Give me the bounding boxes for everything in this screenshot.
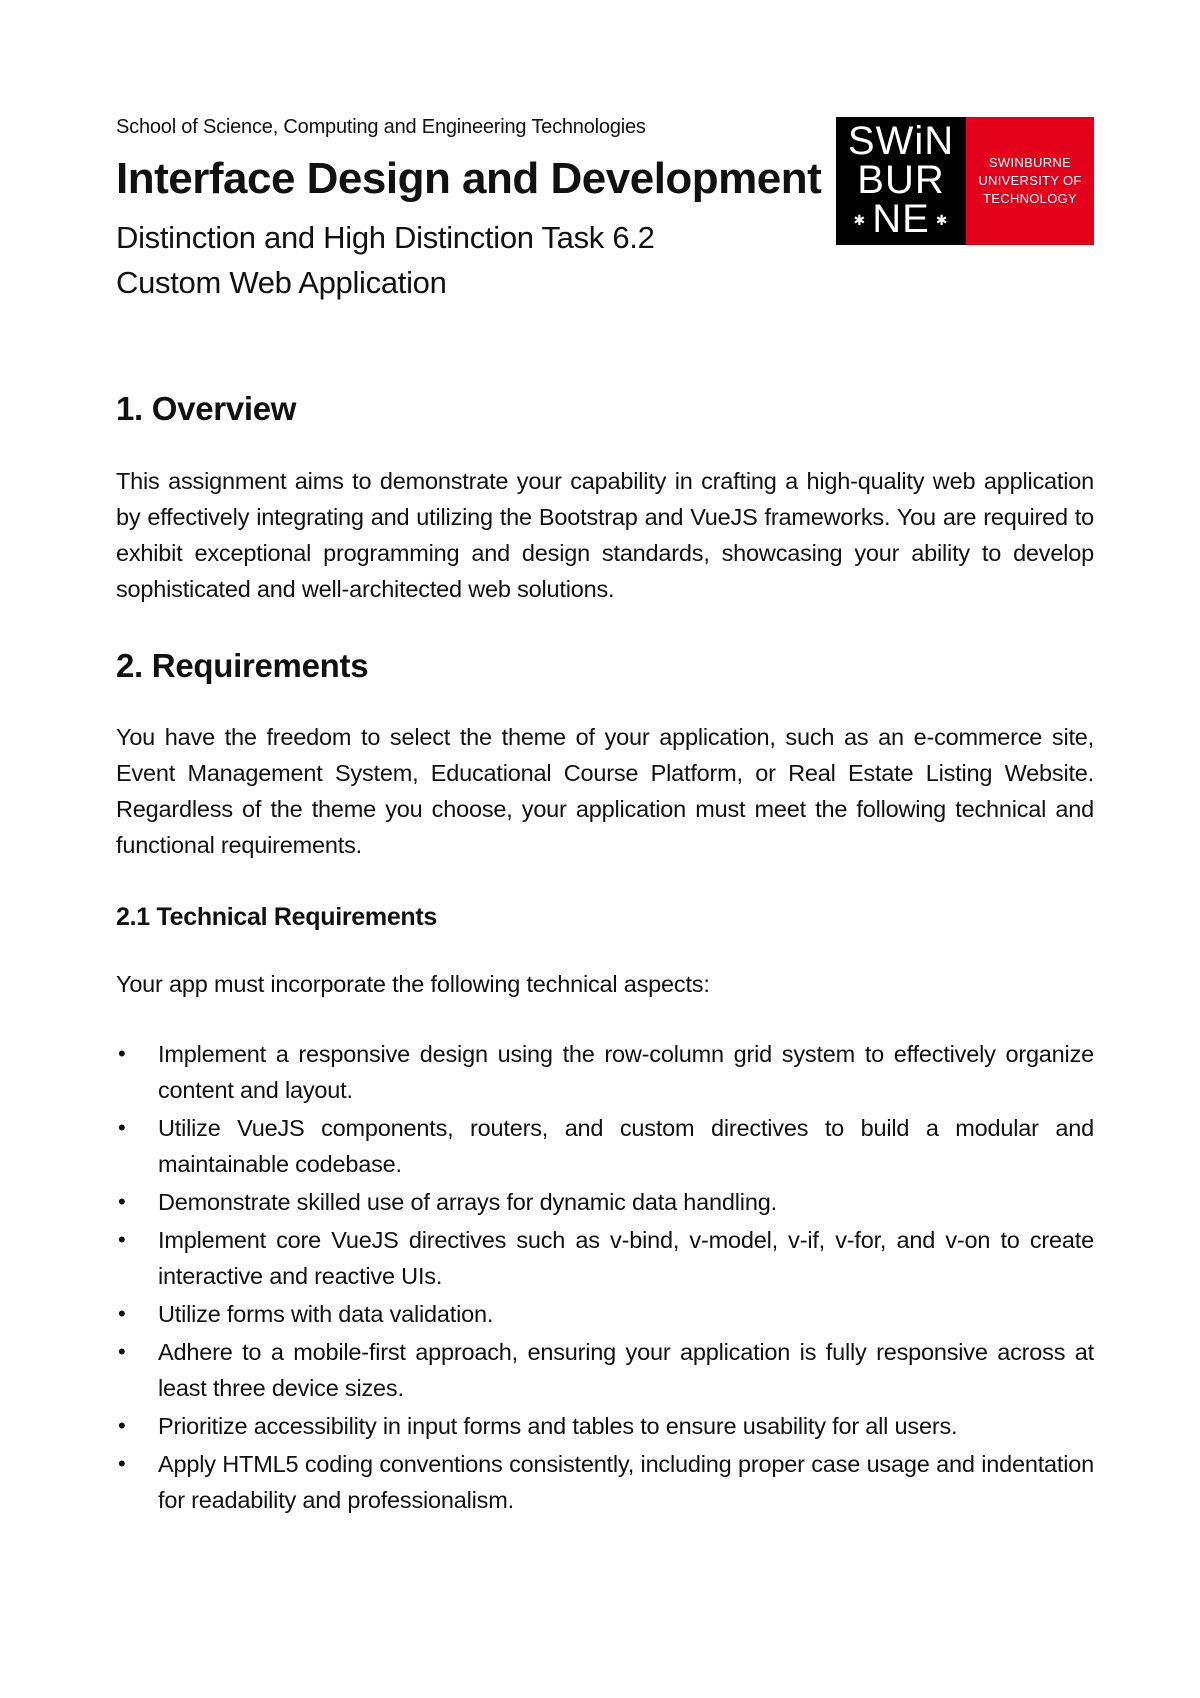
list-item bbox=[116, 1110, 1094, 1182]
list-item-text: Demonstrate skilled use of arrays for dynamic data handling. bbox=[158, 1189, 777, 1216]
technical-requirements-list bbox=[116, 1036, 1094, 1518]
list-item-text: Prioritize accessibility in input forms and tables to ensure usability for all users. bbox=[158, 1413, 958, 1440]
requirements-text: You have the freedom to select the theme of your application, such as an e-commerce site, Event Management System, Educational Course Platform, or Real Estate Listing Website. Regardless of the theme you choose, your application must meet the following technical and functional requirements. bbox=[116, 724, 1094, 859]
list-item-text: Adhere to a mobile-first approach, ensuring your application is fully responsive across at least three device sizes. bbox=[158, 1339, 1094, 1402]
list-item bbox=[116, 1408, 1094, 1444]
bullet-icon: • bbox=[118, 1227, 126, 1253]
list-item bbox=[116, 1334, 1094, 1406]
list-item bbox=[116, 1296, 1094, 1332]
bullet-icon: • bbox=[118, 1301, 126, 1327]
bullet-icon: • bbox=[118, 1451, 126, 1477]
task-title-block bbox=[116, 215, 1094, 305]
course-title: Interface Design and Development bbox=[116, 154, 822, 203]
requirements-heading: 2. Requirements bbox=[116, 647, 369, 685]
list-item-text: Apply HTML5 coding conventions consistently, including proper case usage and indentation for readability and professionalism. bbox=[158, 1451, 1094, 1514]
list-item bbox=[116, 1184, 1094, 1220]
logo-wordmark-line1: SWiN bbox=[847, 118, 955, 163]
task-title-line2: Custom Web Application bbox=[116, 265, 447, 301]
bullet-icon: • bbox=[118, 1115, 126, 1141]
list-item bbox=[116, 1036, 1094, 1108]
list-item-text: Implement core VueJS directives such as v-bind, v-model, v-if, v-for, and v-on to create interactive and reactive UIs. bbox=[158, 1227, 1094, 1290]
list-item-text: Utilize forms with data validation. bbox=[158, 1301, 494, 1328]
list-item-text: Utilize VueJS components, routers, and custom directives to build a modular and maintainable codebase. bbox=[158, 1115, 1094, 1178]
overview-text: This assignment aims to demonstrate your capability in crafting a high-quality web application by effectively integrating and utilizing the Bootstrap and VueJS frameworks. You are required to exhibit exceptional programming and design standards, showcasing your ability to develop sophisticated and well-architected web solutions. bbox=[116, 468, 1094, 603]
list-item bbox=[116, 1446, 1094, 1518]
bullet-icon: • bbox=[118, 1189, 126, 1215]
task-title-line1: Distinction and High Distinction Task 6.2 bbox=[116, 220, 655, 256]
list-item bbox=[116, 1222, 1094, 1294]
technical-requirements-intro: Your app must incorporate the following technical aspects: bbox=[116, 971, 710, 998]
overview-heading: 1. Overview bbox=[116, 390, 297, 428]
bullet-icon: • bbox=[118, 1339, 126, 1365]
school-name: School of Science, Computing and Engineering Technologies bbox=[116, 116, 646, 138]
list-item-text: Implement a responsive design using the row-column grid system to effectively organize content and layout. bbox=[158, 1041, 1094, 1104]
logo-wordmark-line3: NE bbox=[872, 196, 930, 241]
logo-wordmark-line2: BUR bbox=[857, 157, 945, 202]
logo-red-line3: TECHNOLOGY bbox=[982, 191, 1077, 206]
bullet-icon: • bbox=[118, 1041, 126, 1067]
star-icon: ✱ bbox=[853, 212, 867, 229]
logo-red-line1: SWINBURNE bbox=[988, 155, 1072, 170]
bullet-icon: • bbox=[118, 1413, 126, 1439]
document-page bbox=[116, 110, 1094, 1520]
technical-requirements-heading: 2.1 Technical Requirements bbox=[116, 903, 438, 932]
logo-red-line2: UNIVERSITY OF bbox=[978, 173, 1082, 188]
star-icon: ✱ bbox=[935, 212, 949, 229]
